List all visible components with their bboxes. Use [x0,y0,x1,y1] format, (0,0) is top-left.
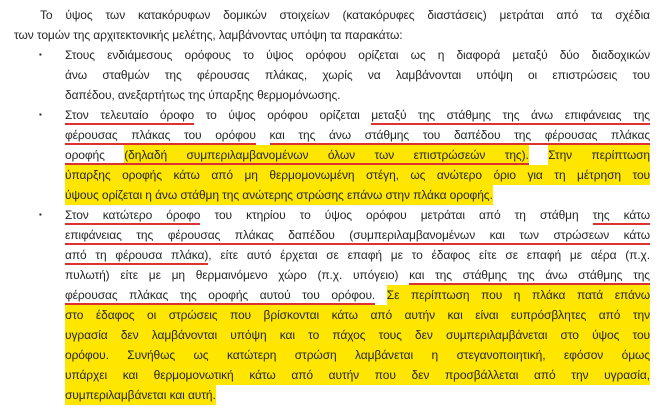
text-line [65,265,650,285]
bullet-item [14,105,650,205]
underlined-text: Στον τελευταίο όροφο [65,108,194,125]
text-run [256,128,270,142]
text-line [65,165,650,185]
text-run: Το ύψος των κατακόρυφων δομικών στοιχείων (κατακόρυφες διαστάσεις) μετράται από τα σχέδια [40,8,650,22]
text-run [529,148,548,162]
text-line [65,105,650,125]
text-line [65,185,650,205]
bullet-icon: ▪ [39,110,42,119]
text-run: άνω σταθμών της φέρουσας πλάκας, χωρίς να λαμβάνονται υπόψη οι επιστρώσεις του [65,68,650,82]
underlined-text: και της άνω στάθμης του δαπέδου της φέρουσας πλάκας [270,128,650,145]
document-content [14,5,650,405]
highlighted-text: Στην περίπτωση [548,145,650,165]
text-run: Στους ενδιάμεσους ορόφους το ύψος ορόφου ορίζεται ως η διαφορά μεταξύ δύο διαδοχικών [65,48,650,62]
text-line [65,285,650,305]
bullet-icon: ▪ [39,50,42,59]
text-line [65,45,650,65]
bullet-icon: ▪ [39,210,42,219]
underlined-text: της κάτω [593,208,650,225]
underlined-text: οροφής [65,148,124,165]
text-line [65,385,650,405]
text-line [65,125,650,145]
text-line [65,345,650,365]
highlighted-underlined-text: (δηλαδή συμπεριλαμβανομένων όλων των επιστρώσεών της). [124,145,528,165]
highlighted-text: υγρασία δεν λαμβάνονται υπόψη και το πάχος τους δεν συμπεριλαμβάνεται στο ύψος του [65,325,650,345]
highlighted-text: συμπεριλαμβάνεται και αυτή. [65,385,216,405]
text-run: το ύψος ορόφου ορίζεται [194,108,372,122]
text-line [65,85,650,105]
underlined-text: μεταξύ της στάθμης της άνω επιφάνειας της [371,108,650,125]
text-line [65,205,650,225]
text-line [65,245,650,265]
text-run [375,288,387,302]
highlighted-text: ορόφου. Συνήθως ως κατώτερη στρώση λαμβάνεται η στεγανοποιητική, εφόσον όμως [65,345,650,365]
paragraph [14,5,650,45]
bullet-item [14,45,650,105]
text-line [65,225,650,245]
text-line [65,305,650,325]
highlighted-text: ύπαρξης οροφής κάτω από μη θερμομονωμένη στέγη, ως ανώτερο όριο για τη μέτρηση του [65,165,650,185]
text-line [14,5,650,25]
text-line [14,25,650,45]
text-run: του κτηρίου το ύψος ορόφου μετράται από τη στάθμη [200,208,593,222]
bullet-item [14,205,650,405]
text-line [65,65,650,85]
underlined-text: από τη φέρουσα πλάκα) [65,248,208,265]
text-line [65,145,650,165]
underlined-text: επιφάνειας της φέρουσας πλάκας δαπέδου (συμπεριλαμβανομένων και των στρώσεων κάτω [65,228,650,245]
text-run: πυλωτή) είτε με μη θερμαινόμενο χώρο (π.χ. υπόγειο) [65,268,410,282]
highlighted-text: στο έδαφος οι στρώσεις που βρίσκονται κάτω από αυτήν και είναι ευπρόσβλητες από την [65,305,650,325]
highlighted-text: υπάρχει και θερμομονωτική κάτω από αυτήν που δεν προσβάλλεται από την υγρασία, [65,365,650,385]
text-run: , είτε αυτό έρχεται σε επαφή με το έδαφος είτε σε επαφή με αέρα (π.χ. [208,248,650,262]
highlighted-text: ύψους ορίζεται η άνω στάθμη της ανώτερης στρώσης επάνω στην πλάκα οροφής. [65,185,493,205]
text-line [65,365,650,385]
highlighted-text: Σε περίπτωση που η πλάκα πατά επάνω [387,285,650,305]
text-run: δαπέδου, ανεξαρτήτως της ύπαρξης θερμομόνωσης. [65,88,341,102]
text-line [65,325,650,345]
underlined-text: φέρουσας πλάκας της οροφής αυτού του ορόφου. [65,288,375,305]
underlined-text: και της στάθμης της άνω στάθμης της [409,268,650,285]
underlined-text: Στον κατώτερο όροφο [65,208,200,225]
underlined-text: φέρουσας πλάκας του ορόφου [65,128,256,145]
text-run: των τομών της αρχιτεκτονικής μελέτης, λαμβάνοντας υπόψη τα παρακάτω: [14,28,403,42]
